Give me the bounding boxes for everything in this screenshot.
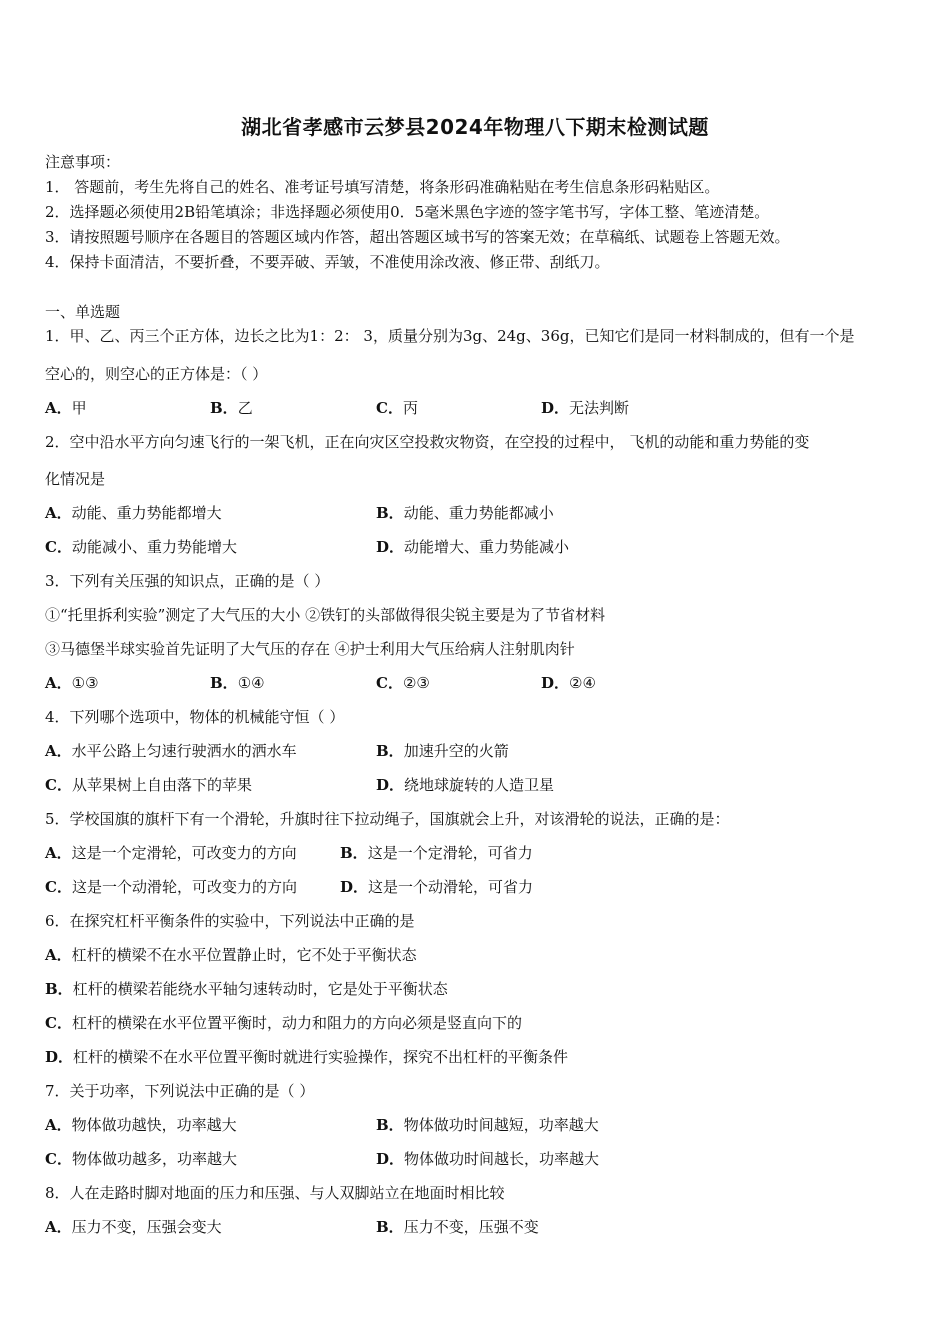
option-b: B．动能、重力势能都减小 — [376, 504, 554, 522]
option-d: D．动能增大、重力势能减小 — [376, 538, 570, 556]
option-a: A．这是一个定滑轮，可改变力的方向 — [45, 844, 297, 862]
notice-item: 2．选择题必须使用2B铅笔填涂；非选择题必须使用0．5毫米黑色字迹的签字笔书写，字体工整、笔迹清楚。 — [45, 203, 770, 221]
option-d: D．物体做功时间越长，功率越大 — [376, 1150, 600, 1168]
question-stem: 7．关于功率，下列说法中正确的是（ ） — [45, 1082, 315, 1100]
option-a: A．物体做功越快，功率越大 — [45, 1116, 237, 1134]
option-d: D．杠杆的横梁不在水平位置平衡时就进行实验操作，探究不出杠杆的平衡条件 — [45, 1048, 569, 1066]
option-b: B．这是一个定滑轮，可省力 — [340, 844, 533, 862]
option-b: B．物体做功时间越短，功率越大 — [376, 1116, 599, 1134]
option-b: B．加速升空的火箭 — [376, 742, 509, 760]
question-stem: 6．在探究杠杆平衡条件的实验中，下列说法中正确的是 — [45, 912, 415, 930]
option-c: C．动能减小、重力势能增大 — [45, 538, 237, 556]
option-b: B．①④ — [210, 674, 265, 692]
question-stem: 2．空中沿水平方向匀速飞行的一架飞机，正在向灾区空投救灾物资，在空投的过程中， 飞机的动能和重力势能的变 — [45, 433, 810, 451]
option-c: C．物体做功越多，功率越大 — [45, 1150, 237, 1168]
section-heading: 一、单选题 — [45, 303, 121, 321]
option-b: B．压力不变，压强不变 — [376, 1218, 539, 1236]
option-a: A．动能、重力势能都增大 — [45, 504, 222, 522]
option-c: C．这是一个动滑轮，可改变力的方向 — [45, 878, 297, 896]
notice-item: 4．保持卡面清洁，不要折叠，不要弄破、弄皱，不准使用涂改液、修正带、刮纸刀。 — [45, 253, 610, 271]
option-d: D．②④ — [541, 674, 596, 692]
option-c: C．从苹果树上自由落下的苹果 — [45, 776, 252, 794]
option-b: B．杠杆的横梁若能绕水平轴匀速转动时，它是处于平衡状态 — [45, 980, 448, 998]
notice-item: 3．请按照题号顺序在各题目的答题区域内作答，超出答题区域书写的答案无效；在草稿纸、试题卷上答题无效。 — [45, 228, 790, 246]
question-stem: 3．下列有关压强的知识点，正确的是（ ） — [45, 572, 330, 590]
notice-heading: 注意事项： — [45, 153, 121, 171]
option-d: D．无法判断 — [541, 399, 630, 417]
question-stem: 8．人在走路时脚对地面的压力和压强、与人双脚站立在地面时相比较 — [45, 1184, 505, 1202]
option-a: A．杠杆的横梁不在水平位置静止时，它不处于平衡状态 — [45, 946, 417, 964]
option-a: A．水平公路上匀速行驶洒水的洒水车 — [45, 742, 297, 760]
question-statements: ③马德堡半球实验首先证明了大气压的存在 ④护士利用大气压给病人注射肌肉针 — [45, 640, 575, 658]
option-d: D．绕地球旋转的人造卫星 — [376, 776, 555, 794]
question-stem: 1．甲、乙、丙三个正方体，边长之比为1：2： 3，质量分别为3g、24g、36g，已知它们是同一材料制成的，但有一个是 — [45, 327, 855, 345]
option-a: A．压力不变，压强会变大 — [45, 1218, 222, 1236]
option-a: A．甲 — [45, 399, 87, 417]
page-title: 湖北省孝感市云梦县2024年物理八下期末检测试题 — [241, 115, 709, 139]
question-stem: 空心的，则空心的正方体是：（ ） — [45, 365, 268, 383]
option-d: D．这是一个动滑轮，可省力 — [340, 878, 534, 896]
option-c: C．丙 — [376, 399, 418, 417]
question-stem: 4．下列哪个选项中，物体的机械能守恒（ ） — [45, 708, 345, 726]
option-c: C．杠杆的横梁在水平位置平衡时，动力和阻力的方向必须是竖直向下的 — [45, 1014, 522, 1032]
question-stem: 化情况是 — [45, 470, 106, 488]
notice-item: 1． 答题前，考生先将自己的姓名、准考证号填写清楚，将条形码准确粘贴在考生信息条形码粘贴区。 — [45, 178, 720, 196]
option-a: A．①③ — [45, 674, 99, 692]
option-b: B．乙 — [210, 399, 253, 417]
question-statements: ①“托里拆利实验”测定了大气压的大小 ②铁钉的头部做得很尖锐主要是为了节省材料 — [45, 606, 606, 624]
question-stem: 5．学校国旗的旗杆下有一个滑轮，升旗时往下拉动绳子，国旗就会上升，对该滑轮的说法，正确的是： — [45, 810, 730, 828]
option-c: C．②③ — [376, 674, 430, 692]
